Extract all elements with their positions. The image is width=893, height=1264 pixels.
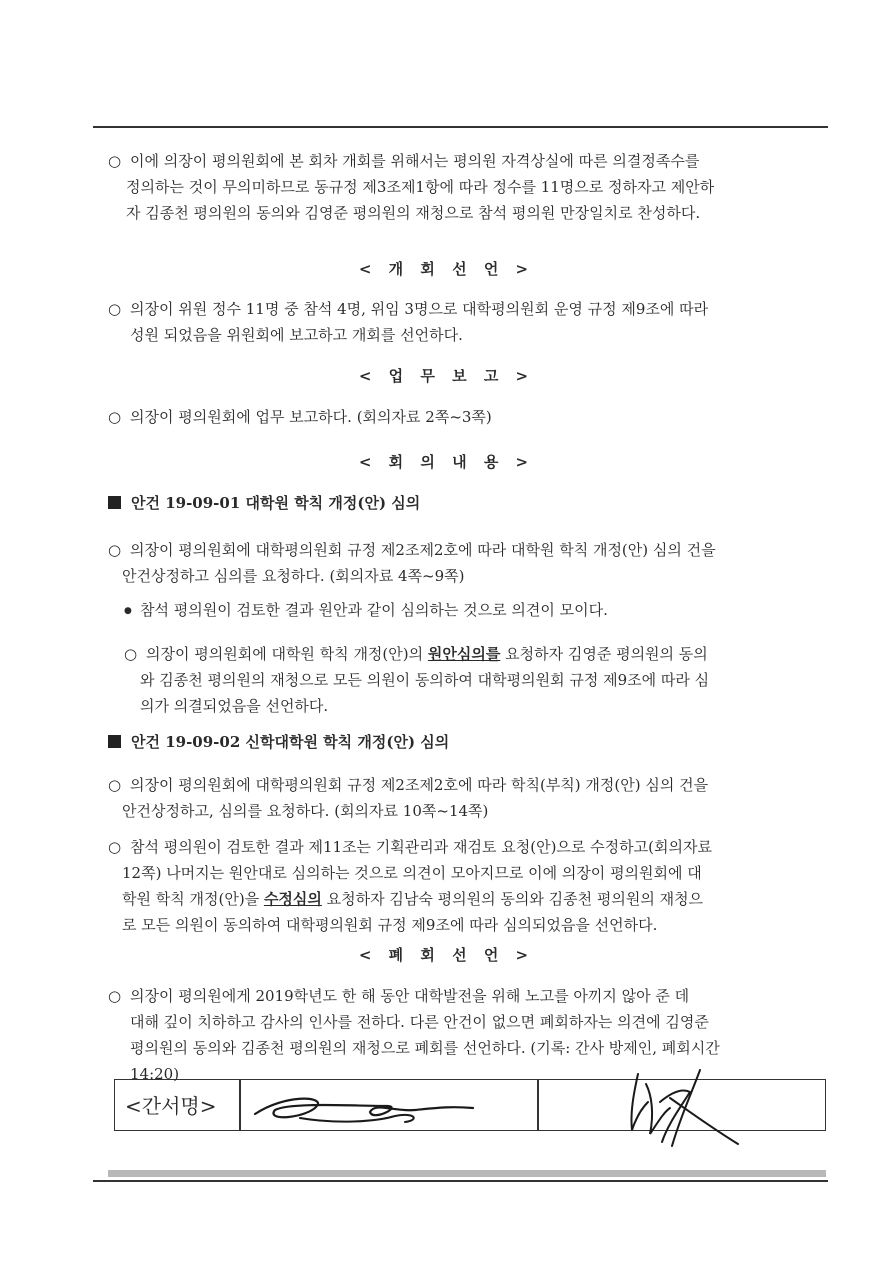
closing-heading: < 폐 회 선 언 > <box>358 946 535 964</box>
item2-p2-line-4: 로 모든 의원이 동의하여 대학평의원회 규정 제9조에 따라 심의되었음을 선언하다. <box>122 916 658 934</box>
report-line: 의장이 평의원회에 업무 보고하다. (회의자료 2쪽~3쪽) <box>130 408 492 426</box>
item1-p1-line-2: 안건상정하고 심의를 요청하다. (회의자료 4쪽~9쪽) <box>122 567 465 585</box>
agenda-item-2-paragraph-2: ○ 참석 평의원이 검토한 결과 제11조는 기획관리과 재검토 요청(안)으로 수정하고(회의자료 12쪽) 나머지는 원안대로 심의하는 것으로 의견이 모아지므로 이에 의장이 평의원회에 대 학원 학칙 개정(안)을 수정심의 요청하자 김남숙 평의원의 동의와 김종천 평의원의 재청으 로 모든 의원이 동의하여 대학평의원회 규정 제9조에 따라 심의되었음을 선언하다. <box>108 834 712 938</box>
item1-p1-line-1: 의장이 평의원회에 대학평의원회 규정 제2조제2호에 따라 대학원 학칙 개정(안) 심의 건을 <box>130 541 716 559</box>
circle-bullet-icon: ○ <box>108 838 122 856</box>
square-bullet-icon <box>108 496 121 509</box>
item2-p2-line-2: 12쪽) 나머지는 원안대로 심의하는 것으로 의견이 모아지므로 이에 의장이 평의원회에 대 <box>122 864 702 882</box>
footer-bar <box>108 1170 826 1177</box>
secretary-signature <box>245 1088 480 1132</box>
signature-divider <box>239 1080 241 1130</box>
agenda-item-1-bullet <box>124 597 608 624</box>
intro-line-1: 이에 의장이 평의원회에 본 회차 개회를 위해서는 평의원 자격상실에 따른 의결정족수를 <box>130 152 700 170</box>
circle-bullet-icon: ○ <box>108 152 122 170</box>
agenda-item-1-paragraph-1 <box>108 537 716 589</box>
intro-line-3: 자 김종천 평의원의 동의와 김영준 평의원의 재청으로 참석 평의원 만장일치로 찬성하다. <box>126 204 701 222</box>
report-heading: < 업 무 보 고 > <box>358 367 535 385</box>
circle-bullet-icon: ○ <box>108 541 122 559</box>
circle-bullet-icon: ○ <box>108 776 122 794</box>
item1-p2-line-2: 와 김종천 평의원의 재청으로 모든 의원이 동의하여 대학평의원회 규정 제9조에 따라 심 <box>140 671 710 689</box>
square-bullet-icon <box>108 735 121 748</box>
circle-bullet-icon: ○ <box>124 645 138 663</box>
dot-bullet-icon: ● <box>124 606 132 616</box>
agenda-item-2-paragraph-1 <box>108 772 708 824</box>
intro-paragraph <box>108 148 714 226</box>
intro-line-2: 정의하는 것이 무의미하므로 동규정 제3조제1항에 따라 정수를 11명으로 정하자고 제안하 <box>126 178 715 196</box>
report-paragraph <box>108 404 492 430</box>
agenda-item-1-paragraph-2: ○ 의장이 평의원회에 대학원 학칙 개정(안)의 원안심의를 요청하자 김영준 평의원의 동의 와 김종천 평의원의 재청으로 모든 의원이 동의하여 대학평의원회 규정 제9조에 따라 심 의가 의결되었음을 선언하다. <box>124 641 709 719</box>
agenda-item-2-title: 안건 19-09-02 신학대학원 학칙 개정(안) 심의 <box>108 731 449 752</box>
closing-line-4: 14:20) <box>130 1065 180 1083</box>
circle-bullet-icon: ○ <box>108 300 122 318</box>
opening-line-1: 의장이 위원 정수 11명 중 참석 4명, 위임 3명으로 대학평의원회 운영 규정 제9조에 따라 <box>130 300 709 318</box>
modified-review-emphasis: 수정심의 <box>263 890 322 908</box>
closing-line-3: 평의원의 동의와 김종천 평의원의 재청으로 폐회를 선언하다. (기록: 간사 방제인, 폐회시간 <box>130 1039 720 1057</box>
closing-line-1: 의장이 평의원에게 2019학년도 한 해 동안 대학발전을 위해 노고를 아끼지 않아 준 데 <box>130 987 690 1005</box>
opening-paragraph <box>108 296 708 348</box>
signature-label: <간서명> <box>125 1094 217 1118</box>
bottom-rule <box>93 1180 828 1182</box>
signature-divider <box>537 1080 539 1130</box>
item2-p1-line-1: 의장이 평의원회에 대학평의원회 규정 제2조제2호에 따라 학칙(부칙) 개정(안) 심의 건을 <box>130 776 709 794</box>
circle-bullet-icon: ○ <box>108 408 122 426</box>
closing-line-2: 대해 깊이 치하하고 감사의 인사를 전하다. 다른 안건이 없으면 폐회하자는 의견에 김영준 <box>130 1013 709 1031</box>
item2-p1-line-2: 안건상정하고, 심의를 요청하다. (회의자료 10쪽~14쪽) <box>122 802 489 820</box>
chair-signature <box>610 1062 750 1152</box>
item1-bullet-text: 참석 평의원이 검토한 결과 원안과 같이 심의하는 것으로 의견이 모이다. <box>140 601 608 619</box>
original-review-emphasis: 원안심의를 <box>427 645 501 663</box>
item1-p2-line-3: 의가 의결되었음을 선언하다. <box>140 697 329 715</box>
item2-p2-line-1: 참석 평의원이 검토한 결과 제11조는 기획관리과 재검토 요청(안)으로 수정하고(회의자료 <box>130 838 712 856</box>
opening-line-2: 성원 되었음을 위원회에 보고하고 개회를 선언하다. <box>130 326 463 344</box>
agenda-item-1-title: 안건 19-09-01 대학원 학칙 개정(안) 심의 <box>108 492 420 513</box>
circle-bullet-icon: ○ <box>108 987 122 1005</box>
opening-heading: < 개 회 선 언 > <box>358 260 535 278</box>
content-heading: < 회 의 내 용 > <box>358 453 535 471</box>
top-rule <box>93 126 828 128</box>
